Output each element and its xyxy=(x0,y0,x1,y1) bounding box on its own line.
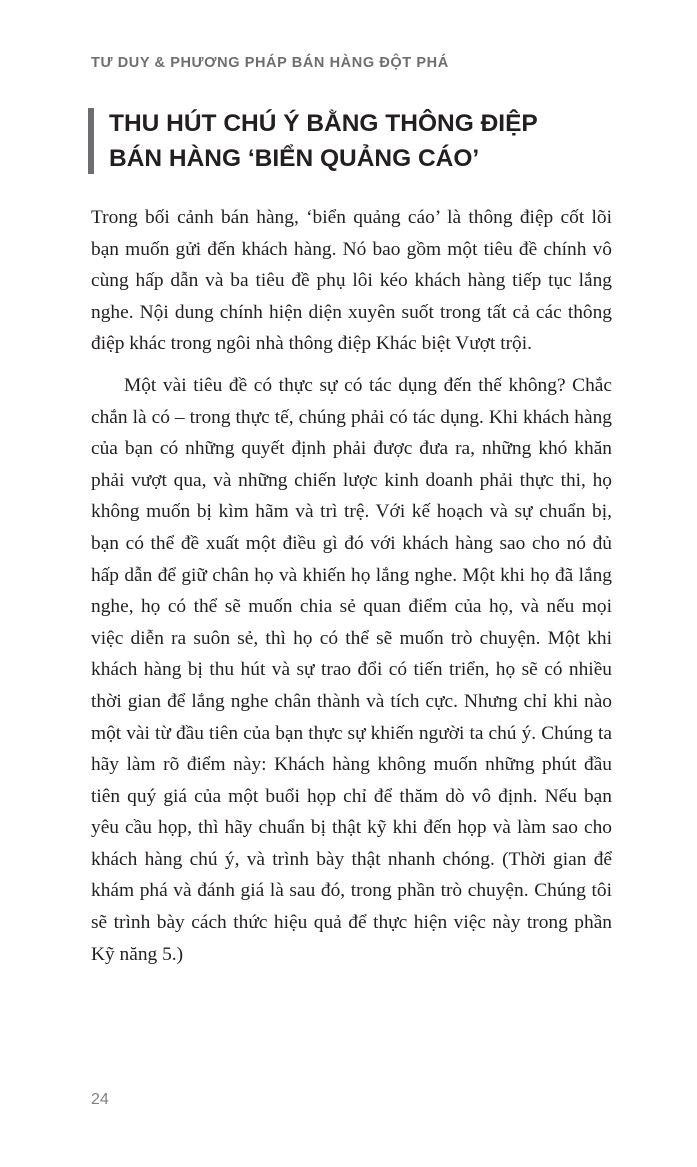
section-title-line-2: BÁN HÀNG ‘BIỂN QUẢNG CÁO’ xyxy=(109,145,480,172)
section-title xyxy=(109,106,538,176)
running-header: TƯ DUY & PHƯƠNG PHÁP BÁN HÀNG ĐỘT PHÁ xyxy=(91,55,449,71)
paragraph-2: Một vài tiêu đề có thực sự có tác dụng đến thế không? Chắc chắn là có – trong thực tế, chúng phải có tác dụng. Khi khách hàng của bạn có những quyết định phải được đưa ra, những khó khăn phải vượt qua, và những chiến lược kinh doanh phải thực thi, họ không muốn bị kìm hãm và trì trệ. Với kế hoạch và sự chuẩn bị, bạn có thể đề xuất một điều gì đó với khách hàng sao cho nó đủ hấp dẫn để giữ chân họ và khiến họ lắng nghe. Một khi họ đã lắng nghe, họ có thể sẽ muốn chia sẻ quan điểm của họ, và nếu mọi việc diễn ra suôn sẻ, thì họ có thể sẽ muốn trò chuyện. Một khi khách hàng bị thu hút và sự trao đổi có tiến triển, họ sẽ có nhiều thời gian để lắng nghe chân thành và tích cực. Nhưng chỉ khi nào một vài từ đầu tiên của bạn thực sự khiến người ta chú ý. Chúng ta hãy làm rõ điểm này: Khách hàng không muốn những phút đầu tiên quý giá của một buổi họp chỉ để thăm dò vô định. Nếu bạn yêu cầu họp, thì hãy chuẩn bị thật kỹ khi đến họp và làm sao cho khách hàng chú ý, và trình bày thật nhanh chóng. (Thời gian để khám phá và đánh giá là sau đó, trong phần trò chuyện. Chúng tôi sẽ trình bày cách thức hiệu quả để thực hiện việc này trong phần Kỹ năng 5.) xyxy=(91,374,612,965)
title-accent-bar xyxy=(88,108,94,174)
section-title-block xyxy=(88,106,608,174)
paragraph-1: Trong bối cảnh bán hàng, ‘biển quảng cáo’ là thông điệp cốt lõi bạn muốn gửi đến khách hàng. Nó bao gồm một tiêu đề chính vô cùng hấp dẫn và ba tiêu đề phụ lôi kéo khách hàng tiếp tục lắng nghe. Nội dung chính hiện diện xuyên suốt trong tất cả các thông điệp khác trong ngôi nhà thông điệp Khác biệt Vượt trội. xyxy=(91,207,612,355)
page-number: 24 xyxy=(91,1091,109,1108)
body-text xyxy=(91,202,612,970)
section-title-line-1: THU HÚT CHÚ Ý BẰNG THÔNG ĐIỆP xyxy=(109,110,538,137)
